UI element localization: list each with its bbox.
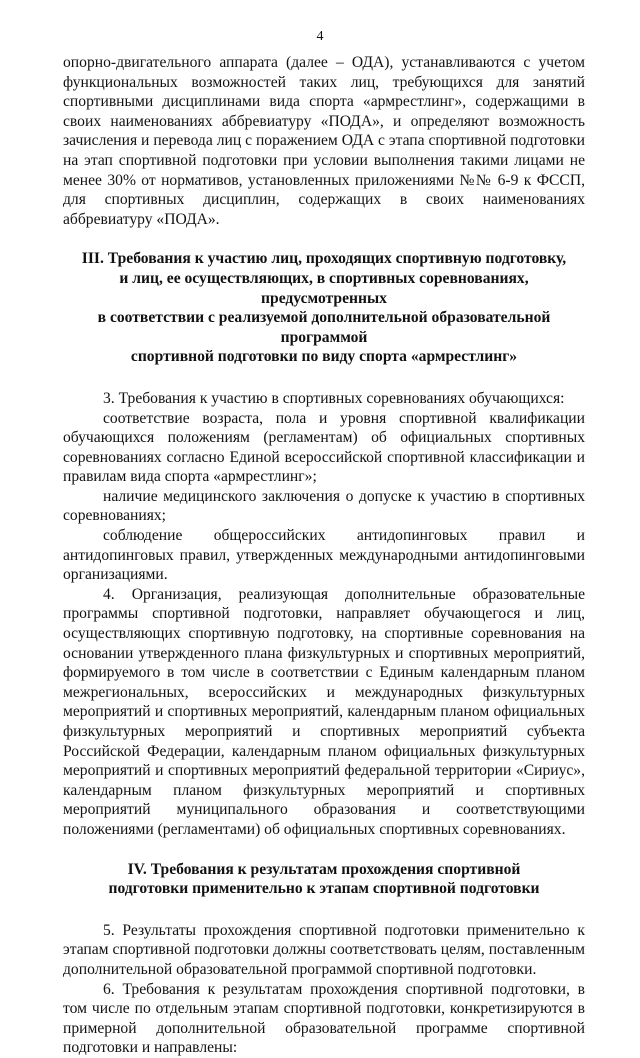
heading-line: спортивной подготовки по виду спорта «армрестлинг» [130,348,518,366]
section-3-heading [63,249,585,367]
requirement-item: наличие медицинского заключения о допуске к участию в спортивных соревнованиях; [63,487,585,525]
document-body [63,53,585,1058]
requirement-item: соответствие возраста, пола и уровня спортивной квалификации обучающихся положениям (регламентам) об официальных спортивных соревнованиях согласно Единой всероссийской спортивной классификации и правилам вида спорта «армрестлинг»; [63,409,585,486]
page-number: 4 [316,29,324,44]
heading-line: III. Требования к участию лиц, проходящих спортивную подготовку, [81,250,567,268]
heading-line: в соответствии с реализуемой дополнительной образовательной программой [97,309,551,346]
heading-line: подготовки применительно к этапам спортивной подготовки [108,880,540,898]
heading-line: и лиц, ее осуществляющих, в спортивных соревнованиях, предусмотренных [119,269,529,307]
requirement-item: соблюдение общероссийских антидопинговых правил и антидопинговых правил, утвержденных международными антидопинговыми организациями. [63,527,585,584]
continuation-paragraph: опорно-двигательного аппарата (далее – ОДА), устанавливаются с учетом функциональных возможностей таких лиц, требующихся для занятий спортивными дисциплинами вида спорта «армрестлинг», содержащими в своих наименованиях аббревиатуру «ПОДА», и определяют возможность зачисления и перевода лиц с поражением ОДА с этапа спортивной подготовки на этап спортивной подготовки при условии выполнения такими лицами не менее 30% от нормативов, установленных приложениями №№ 6-9 к ФССП, для спортивных дисциплин, содержащих в своих наименованиях аббревиатуру «ПОДА». [63,54,585,228]
paragraph-4: 4. Организация, реализующая дополнительные образовательные программы спортивной подготовки, направляет обучающегося и лиц, осуществляющих спортивную подготовку, на спортивные соревнования на основании утвержденного плана физкультурных и спортивных мероприятий, формируемого в том числе в соответствии с Единым календарным планом межрегиональных, всероссийских и международных физкультурных мероприятий и спортивных мероприятий, календарным планом официальных физкультурных мероприятий и спортивных мероприятий субъекта Российской Федерации, календарным планом официальных физкультурных мероприятий и спортивных мероприятий федеральной территории «Сириус», календарным планом физкультурных мероприятий и спортивных мероприятий муниципального образования и соответствующими положениями (регламентами) об официальных спортивных соревнованиях. [63,585,585,838]
heading-line: IV. Требования к результатам прохождения спортивной [127,860,521,878]
paragraph-6: 6. Требования к результатам прохождения спортивной подготовки, в том числе по отдельным этапам спортивной подготовки, конкретизируются в примерной дополнительной образовательной программе спортивной подготовки и направлены: [63,980,585,1057]
section-4-heading [63,860,585,899]
paragraph-5: 5. Результаты прохождения спортивной подготовки применительно к этапам спортивной подготовки должны соответствовать целям, поставленным дополнительной образовательной программой спортивной подготовки. [63,921,585,978]
paragraph-3-intro: 3. Требования к участию в спортивных соревнованиях обучающихся: [103,389,565,407]
